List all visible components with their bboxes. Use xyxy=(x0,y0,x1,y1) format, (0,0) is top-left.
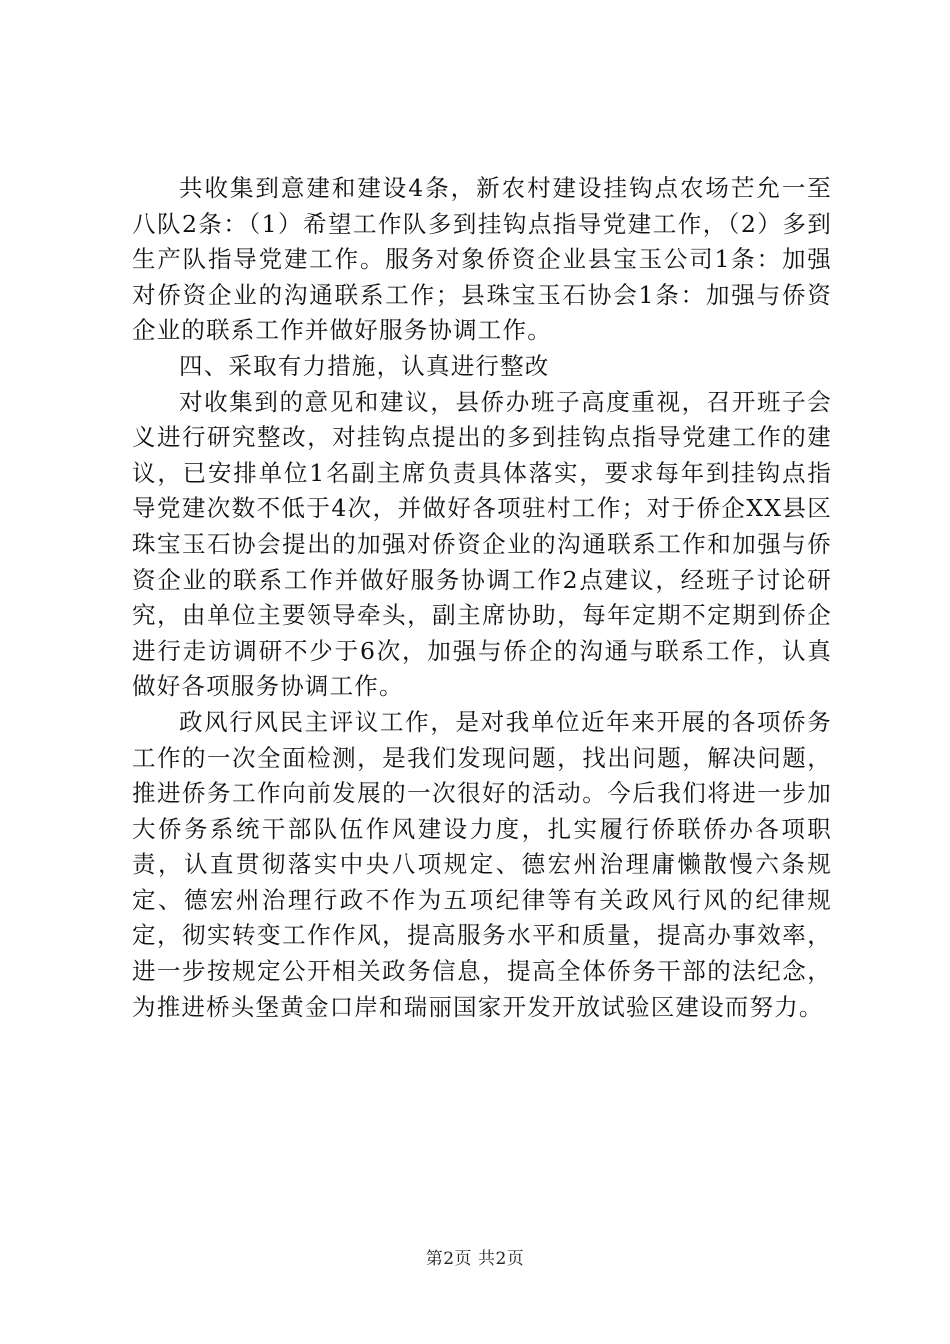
section-heading: 四、采取有力措施，认真进行整改 xyxy=(179,351,550,380)
paragraph-rectification: 对收集到的意见和建议，县侨办班子高度重视，召开班子会义进行研究整改，对挂钩点提出的多到挂钩点指导党建工作的建议，已安排单位1名副主席负责具体落实，要求每年到挂钩点指导党建次数不低于4次，并做好各项驻村工作；对于侨企XX县区珠宝玉石协会提出的加强对侨资企业的沟通联系工作和加强与侨资企业的联系工作并做好服务协调工作2点建议，经班子讨论研究，由单位主要领导牵头，副主席协助，每年定期不定期到侨企进行走访调研不少于6次，加强与侨企的沟通与联系工作，认真做好各项服务协调工作。 xyxy=(132,387,832,701)
document-body xyxy=(132,171,832,1025)
paragraph-suggestions: 共收集到意建和建设4条，新农村建设挂钩点农场芒允一至八队2条：（1）希望工作队多到挂钩点指导党建工作，（2）多到生产队指导党建工作。服务对象侨资企业县宝玉公司1条：加强对侨资企业的沟通联系工作；县珠宝玉石协会1条：加强与侨资企业的联系工作并做好服务协调工作。 xyxy=(132,174,832,345)
paragraph-conclusion: 政风行风民主评议工作，是对我单位近年来开展的各项侨务工作的一次全面检测，是我们发现问题，找出问题，解决问题，推进侨务工作向前发展的一次很好的活动。今后我们将进一步加大侨务系统干部队伍作风建设力度，扎实履行侨联侨办各项职责，认直贯彻落实中央八项规定、德宏州治理庸懒散慢六条规定、德宏州治理行政不作为五项纪律等有关政风行风的纪律规定，彻实转变工作作风，提高服务水平和质量，提高办事效率，进一步按规定公开相关政务信息，提高全体侨务干部的法纪念，为推进桥头堡黄金口岸和瑞丽国家开发开放试验区建设而努力。 xyxy=(132,707,832,1021)
page-number-footer: 第2页 共2页 xyxy=(425,1249,525,1269)
